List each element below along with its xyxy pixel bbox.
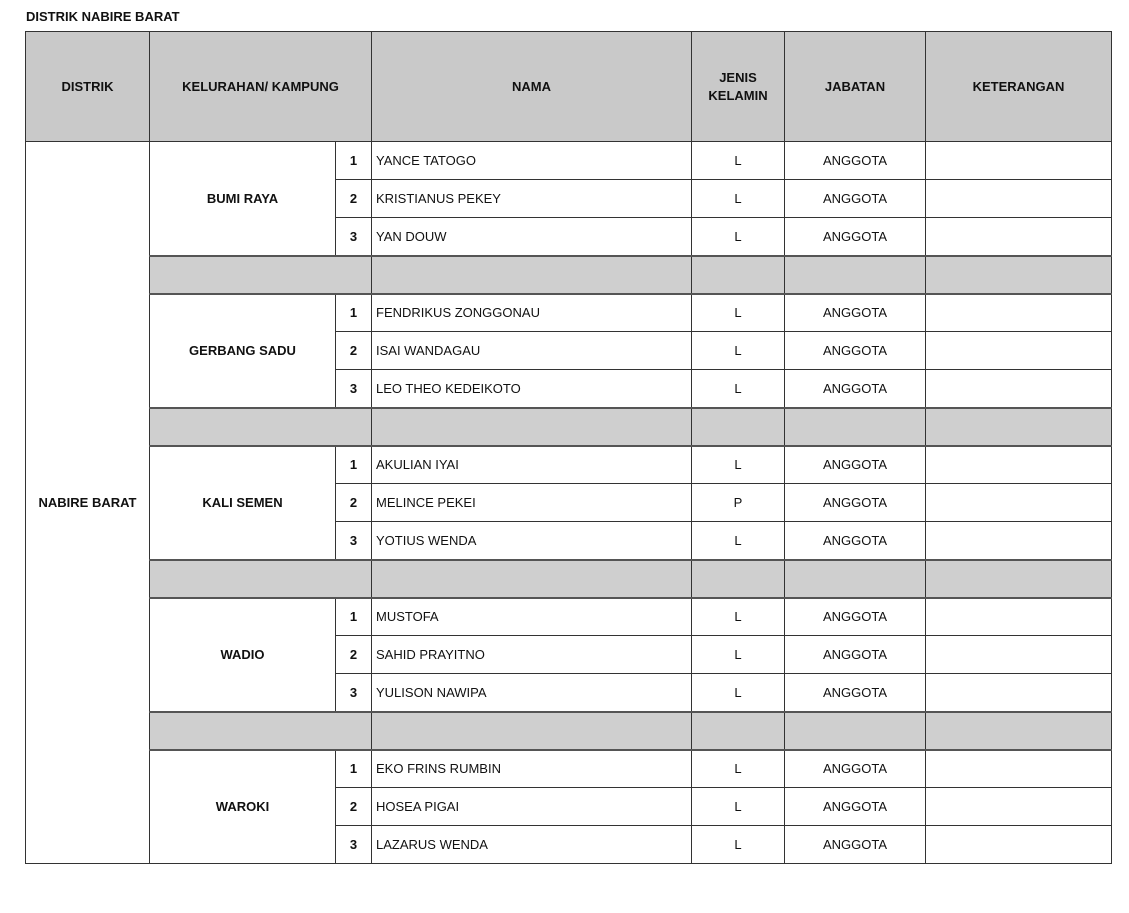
separator-row bbox=[26, 408, 1112, 446]
separator-cell bbox=[926, 560, 1112, 598]
member-gender: L bbox=[692, 788, 785, 826]
row-number: 2 bbox=[336, 180, 372, 218]
separator-cell bbox=[785, 712, 926, 750]
table-row bbox=[26, 294, 1112, 332]
member-jabatan: ANGGOTA bbox=[785, 142, 926, 180]
separator-cell bbox=[150, 712, 372, 750]
table-row bbox=[26, 142, 1112, 180]
member-jabatan: ANGGOTA bbox=[785, 750, 926, 788]
separator-cell bbox=[785, 408, 926, 446]
member-name: SAHID PRAYITNO bbox=[372, 636, 692, 674]
separator-cell bbox=[150, 256, 372, 294]
member-jabatan: ANGGOTA bbox=[785, 484, 926, 522]
distrik-cell: NABIRE BARAT bbox=[26, 142, 150, 864]
member-keterangan bbox=[926, 218, 1112, 256]
separator-cell bbox=[926, 408, 1112, 446]
row-number: 3 bbox=[336, 826, 372, 864]
member-keterangan bbox=[926, 294, 1112, 332]
header-distrik: DISTRIK bbox=[26, 32, 150, 142]
row-number: 1 bbox=[336, 446, 372, 484]
member-keterangan bbox=[926, 484, 1112, 522]
member-keterangan bbox=[926, 332, 1112, 370]
member-jabatan: ANGGOTA bbox=[785, 180, 926, 218]
member-keterangan bbox=[926, 522, 1112, 560]
member-name: MUSTOFA bbox=[372, 598, 692, 636]
member-name: YULISON NAWIPA bbox=[372, 674, 692, 712]
member-name: AKULIAN IYAI bbox=[372, 446, 692, 484]
member-gender: L bbox=[692, 218, 785, 256]
table-row bbox=[26, 446, 1112, 484]
roster-table bbox=[25, 31, 1112, 864]
member-gender: L bbox=[692, 636, 785, 674]
separator-row bbox=[26, 256, 1112, 294]
separator-cell bbox=[372, 256, 692, 294]
member-jabatan: ANGGOTA bbox=[785, 788, 926, 826]
kelurahan-cell: WADIO bbox=[150, 598, 336, 712]
member-name: YOTIUS WENDA bbox=[372, 522, 692, 560]
row-number: 1 bbox=[336, 294, 372, 332]
row-number: 2 bbox=[336, 788, 372, 826]
kelurahan-cell: KALI SEMEN bbox=[150, 446, 336, 560]
member-keterangan bbox=[926, 446, 1112, 484]
table-row bbox=[26, 598, 1112, 636]
header-row bbox=[26, 32, 1112, 142]
member-gender: L bbox=[692, 826, 785, 864]
separator-cell bbox=[926, 256, 1112, 294]
separator-cell bbox=[785, 256, 926, 294]
row-number: 3 bbox=[336, 370, 372, 408]
row-number: 3 bbox=[336, 218, 372, 256]
row-number: 1 bbox=[336, 598, 372, 636]
member-gender: L bbox=[692, 180, 785, 218]
member-gender: L bbox=[692, 750, 785, 788]
member-keterangan bbox=[926, 674, 1112, 712]
separator-cell bbox=[692, 408, 785, 446]
member-gender: L bbox=[692, 142, 785, 180]
row-number: 2 bbox=[336, 332, 372, 370]
member-name: LEO THEO KEDEIKOTO bbox=[372, 370, 692, 408]
row-number: 1 bbox=[336, 750, 372, 788]
separator-cell bbox=[692, 712, 785, 750]
separator-cell bbox=[372, 408, 692, 446]
member-keterangan bbox=[926, 598, 1112, 636]
separator-cell bbox=[926, 712, 1112, 750]
member-gender: L bbox=[692, 674, 785, 712]
member-jabatan: ANGGOTA bbox=[785, 522, 926, 560]
member-keterangan bbox=[926, 370, 1112, 408]
row-number: 1 bbox=[336, 142, 372, 180]
member-keterangan bbox=[926, 826, 1112, 864]
member-name: EKO FRINS RUMBIN bbox=[372, 750, 692, 788]
member-jabatan: ANGGOTA bbox=[785, 446, 926, 484]
member-name: HOSEA PIGAI bbox=[372, 788, 692, 826]
separator-cell bbox=[785, 560, 926, 598]
separator-cell bbox=[372, 560, 692, 598]
separator-cell bbox=[150, 408, 372, 446]
member-keterangan bbox=[926, 180, 1112, 218]
member-name: ISAI WANDAGAU bbox=[372, 332, 692, 370]
member-gender: L bbox=[692, 370, 785, 408]
separator-row bbox=[26, 560, 1112, 598]
separator-cell bbox=[150, 560, 372, 598]
member-jabatan: ANGGOTA bbox=[785, 294, 926, 332]
separator-cell bbox=[372, 712, 692, 750]
section-title: DISTRIK NABIRE BARAT bbox=[26, 9, 180, 24]
header-nama: NAMA bbox=[372, 32, 692, 142]
member-keterangan bbox=[926, 750, 1112, 788]
roster-body bbox=[26, 142, 1112, 864]
member-name: KRISTIANUS PEKEY bbox=[372, 180, 692, 218]
member-gender: L bbox=[692, 522, 785, 560]
member-keterangan bbox=[926, 788, 1112, 826]
member-name: YAN DOUW bbox=[372, 218, 692, 256]
member-gender: L bbox=[692, 332, 785, 370]
member-jabatan: ANGGOTA bbox=[785, 370, 926, 408]
kelurahan-cell: GERBANG SADU bbox=[150, 294, 336, 408]
member-gender: L bbox=[692, 446, 785, 484]
member-gender: L bbox=[692, 598, 785, 636]
member-keterangan bbox=[926, 636, 1112, 674]
kelurahan-cell: BUMI RAYA bbox=[150, 142, 336, 256]
header-jabatan: JABATAN bbox=[785, 32, 926, 142]
member-name: LAZARUS WENDA bbox=[372, 826, 692, 864]
separator-cell bbox=[692, 256, 785, 294]
member-gender: L bbox=[692, 294, 785, 332]
member-jabatan: ANGGOTA bbox=[785, 332, 926, 370]
row-number: 3 bbox=[336, 522, 372, 560]
member-jabatan: ANGGOTA bbox=[785, 218, 926, 256]
row-number: 3 bbox=[336, 674, 372, 712]
member-name: YANCE TATOGO bbox=[372, 142, 692, 180]
row-number: 2 bbox=[336, 484, 372, 522]
header-keterangan: KETERANGAN bbox=[926, 32, 1112, 142]
row-number: 2 bbox=[336, 636, 372, 674]
table-row bbox=[26, 750, 1112, 788]
member-jabatan: ANGGOTA bbox=[785, 674, 926, 712]
header-jenis-kelamin: JENIS KELAMIN bbox=[692, 32, 785, 142]
kelurahan-cell: WAROKI bbox=[150, 750, 336, 864]
member-jabatan: ANGGOTA bbox=[785, 826, 926, 864]
member-jabatan: ANGGOTA bbox=[785, 636, 926, 674]
member-jabatan: ANGGOTA bbox=[785, 598, 926, 636]
member-name: FENDRIKUS ZONGGONAU bbox=[372, 294, 692, 332]
member-gender: P bbox=[692, 484, 785, 522]
header-kelurahan: KELURAHAN/ KAMPUNG bbox=[150, 32, 372, 142]
separator-cell bbox=[692, 560, 785, 598]
member-keterangan bbox=[926, 142, 1112, 180]
separator-row bbox=[26, 712, 1112, 750]
member-name: MELINCE PEKEI bbox=[372, 484, 692, 522]
